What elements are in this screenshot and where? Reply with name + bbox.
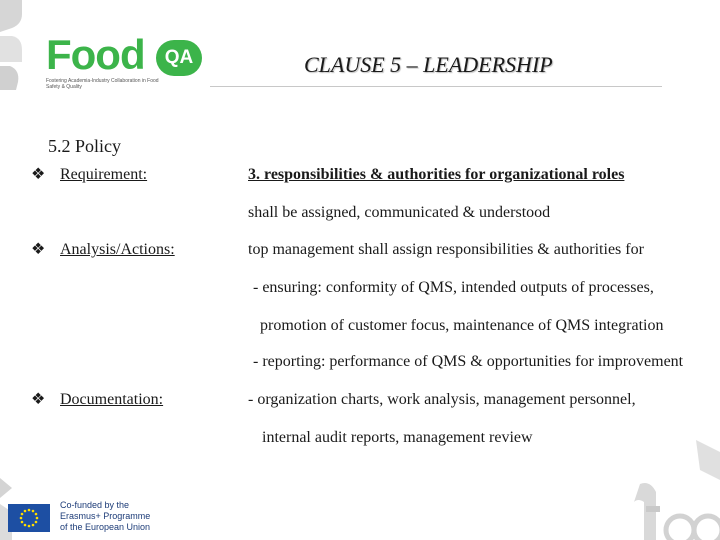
requirement-line-1: 3. responsibilities & authorities for organizational roles <box>248 166 625 183</box>
requirement-bullet-icon: ❖ <box>31 166 46 183</box>
logo-wordmark: Food <box>46 31 145 78</box>
eu-cofunding-badge <box>8 500 170 536</box>
eu-text-line-1: Co-funded by the <box>60 500 130 510</box>
logo-qa-badge: QA <box>156 40 202 76</box>
eu-flag-icon <box>8 504 50 532</box>
eu-text-line-3: of the European Union <box>60 522 151 532</box>
requirement-label: Requirement: <box>60 166 148 183</box>
requirement-line-2: shall be assigned, communicated & understood <box>248 204 551 221</box>
documentation-label: Documentation: <box>60 391 164 408</box>
slide-title: CLAUSE 5 – LEADERSHIP <box>304 52 553 77</box>
analysis-line-4: - reporting: performance of QMS & opportunities for improvement <box>253 353 684 370</box>
eu-text-line-2: Erasmus+ Programme <box>60 511 151 521</box>
corner-decoration-top-left <box>0 0 30 90</box>
analysis-label: Analysis/Actions: <box>60 241 175 258</box>
corner-decoration-bottom-right <box>600 440 720 540</box>
analysis-bullet-icon: ❖ <box>31 241 46 258</box>
analysis-line-1: top management shall assign responsibilities & authorities for <box>248 241 644 258</box>
documentation-line-2: internal audit reports, management review <box>262 429 533 446</box>
section-heading: 5.2 Policy <box>48 136 122 156</box>
eu-stars-icon <box>8 504 50 532</box>
logo-tagline: Fostering Academia-Industry Collaboration in Food Safety & Quality <box>46 78 159 90</box>
analysis-line-2: - ensuring: conformity of QMS, intended outputs of processes, <box>253 279 654 296</box>
title-divider <box>210 86 662 87</box>
analysis-line-3: promotion of customer focus, maintenance of QMS integration <box>260 317 664 334</box>
foodqa-logo <box>46 31 206 92</box>
eu-cofunding-text <box>60 500 150 533</box>
documentation-bullet-icon: ❖ <box>31 391 46 408</box>
documentation-line-1: - organization charts, work analysis, management personnel, <box>248 391 636 408</box>
